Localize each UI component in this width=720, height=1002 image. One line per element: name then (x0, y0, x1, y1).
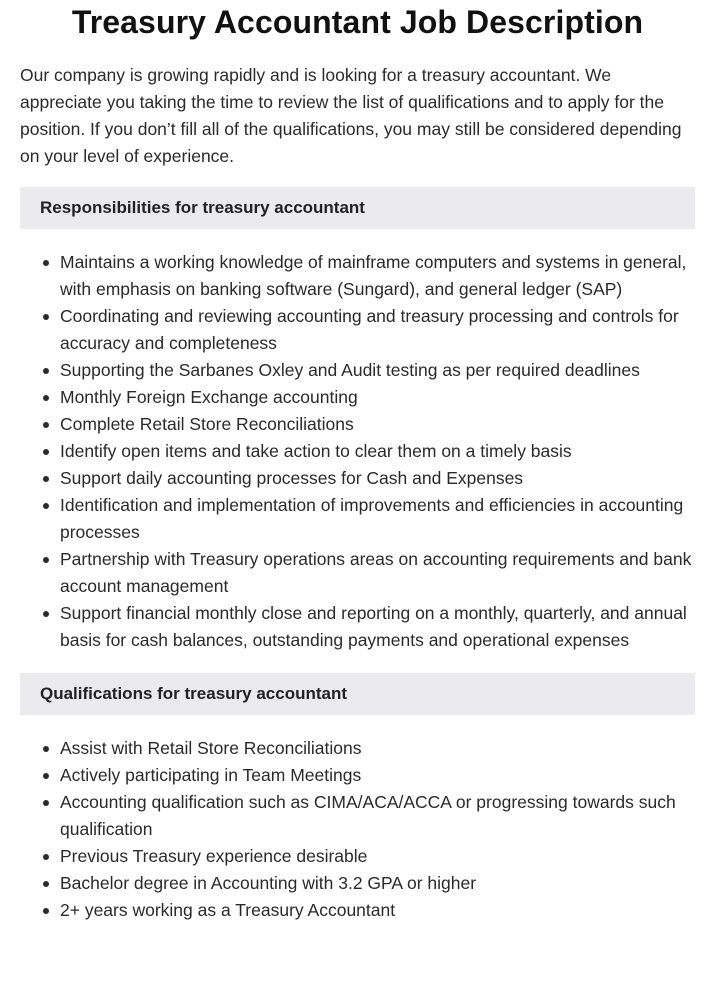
list-item: Supporting the Sarbanes Oxley and Audit testing as per required deadlines (60, 357, 695, 384)
list-item: Support financial monthly close and reporting on a monthly, quarterly, and annual basis for cash balances, outstanding payments and operational expenses (60, 600, 695, 654)
list-item: Monthly Foreign Exchange accounting (60, 384, 695, 411)
list-item: Partnership with Treasury operations areas on accounting requirements and bank account management (60, 546, 695, 600)
list-item: Accounting qualification such as CIMA/ACA/ACCA or progressing towards such qualification (60, 789, 695, 843)
job-description-page (20, 0, 695, 924)
list-item: Coordinating and reviewing accounting and treasury processing and controls for accuracy and completeness (60, 303, 695, 357)
list-item: Support daily accounting processes for Cash and Expenses (60, 465, 695, 492)
list-item: Bachelor degree in Accounting with 3.2 GPA or higher (60, 870, 695, 897)
list-item: Previous Treasury experience desirable (60, 843, 695, 870)
intro-paragraph: Our company is growing rapidly and is looking for a treasury accountant. We appreciate you taking the time to review the list of qualifications and to apply for the position. If you don’t fill all of the qualifications, you may still be considered depending on your level of experience. (20, 65, 682, 166)
list-item: Identify open items and take action to clear them on a timely basis (60, 438, 695, 465)
page-title: Treasury Accountant Job Description (71, 4, 644, 40)
list-item: Actively participating in Team Meetings (60, 762, 695, 789)
list-item: 2+ years working as a Treasury Accountant (60, 897, 695, 924)
list-item: Maintains a working knowledge of mainframe computers and systems in general, with emphasis on banking software (Sungard), and general ledger (SAP) (60, 249, 695, 303)
list-item: Assist with Retail Store Reconciliations (60, 735, 695, 762)
responsibilities-heading: Responsibilities for treasury accountant (20, 187, 695, 229)
qualifications-list (20, 735, 695, 924)
responsibilities-list (20, 249, 695, 654)
qualifications-heading: Qualifications for treasury accountant (20, 673, 695, 715)
list-item: Identification and implementation of improvements and efficiencies in accounting processes (60, 492, 695, 546)
list-item: Complete Retail Store Reconciliations (60, 411, 695, 438)
